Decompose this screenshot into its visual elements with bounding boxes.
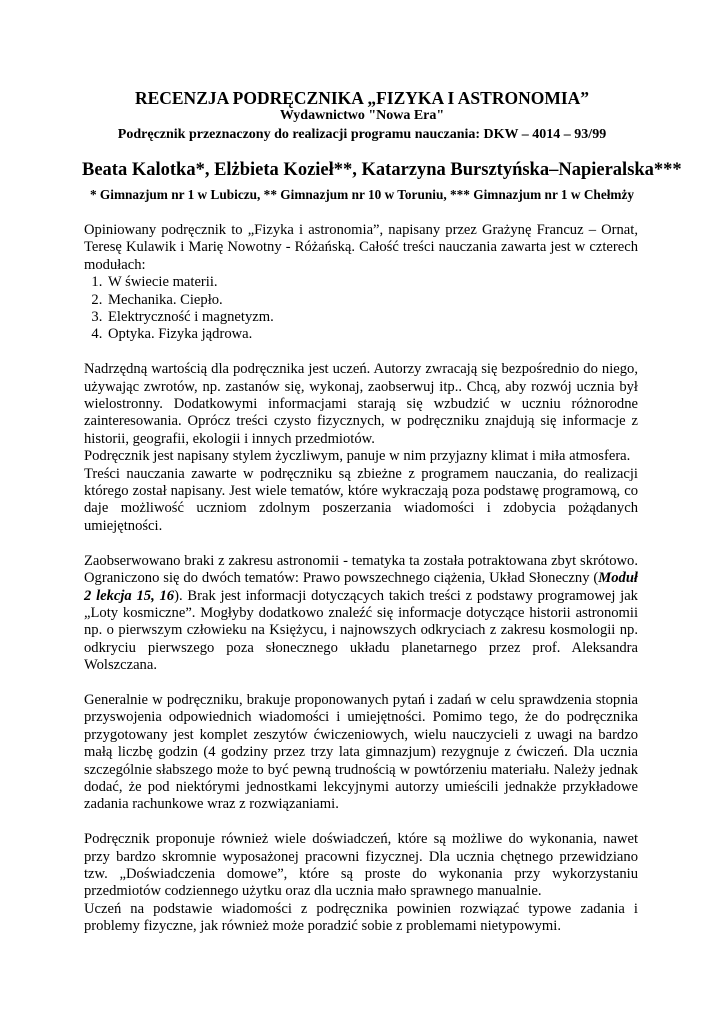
paragraph-style: Podręcznik jest napisany stylem życzliwym, panuje w nim przyjazny klimat i miła atmosfera. [84,448,631,465]
program-line: Podręcznik przeznaczony do realizacji programu nauczania: DKW – 4014 – 93/99 [117,127,607,142]
module-list [84,274,638,344]
paragraph-exercises: Generalnie w podręczniku, brakuje proponowanych pytań i zadań w celu sprawdzenia stopnia przyswojenia odpowiednich wiadomości i umiejętności. Pomimo tego, że do podręcznika przygotowany jest komplet zeszytów ćwiczeniowych, wielu nauczycieli z uwagi na bardzo małą liczbę godzin (4 godziny przez trzy lata gimnazjum) rezygnuje z ćwiczeń. Dla ucznia szczególnie słabszego może to być pewną trudnością w powtórzeniu materiału. Należy jednak dodać, że pod niektórymi jednostkami lekcyjnymi autorzy umieścili jednakże przykładowe zadania rachunkowe wraz z rozwiązaniami. [84,691,638,813]
lesson-reference: Moduł 2 lekcja 15, 16 [84,570,638,604]
page-title: RECENZJA PODRĘCZNIKA „FIZYKA I ASTRONOMIA” [134,88,590,108]
affiliations-line: * Gimnazjum nr 1 w Lubiczu, ** Gimnazjum nr 10 w Toruniu, *** Gimnazjum nr 1 w Chełmży [89,187,635,202]
paragraph-student-value: Nadrzędną wartością dla podręcznika jest uczeń. Autorzy zwracają się bezpośrednio do niego, używając zwrotów, np. zastanów się, wykonaj, zaobserwuj itp.. Chcą, aby rozwój ucznia był wielostronny. Dodatkowymi informacjami starają się wzbudzić w uczniu różnorodne zainteresowania. Oprócz treści czysto fizycznych, w podręczniku znajdują się informacje z historii, geografii, ekologii i innych przedmiotów. [84,361,638,447]
module-item: 1. W świecie materii. [106,274,638,291]
module-item: 2. Mechanika. Ciepło. [106,292,638,309]
module-item: 4. Optyka. Fizyka jądrowa. [106,326,638,343]
module-item: 3. Elektryczność i magnetyzm. [106,309,638,326]
publisher-line: Wydawnictwo "Nowa Era" [279,108,445,123]
paragraph-astronomy: Zaobserwowano braki z zakresu astronomii - tematyka ta została potraktowana zbyt skrótowo. Ograniczono się do dwóch tematów: Prawo powszechnego ciążenia, Układ Słoneczny (Moduł 2 lekcja 15, 16). Brak jest informacji dotyczących takich treści z podstawy programowej jak „Loty kosmiczne”. Mogłyby dodatkowo znaleźć się informacje dotyczące historii astronomii np. o pierwszym człowieku na Księżycu, i najnowszych odkryciach z zakresu kosmologii np. odkryciu pierwszego poza słonecznego układu planetarnego przez prof. Aleksandra Wolszczana. [84,552,638,674]
review-body [84,222,638,936]
paragraph-conclusion: Uczeń na podstawie wiadomości z podręcznika powinien rozwiązać typowe zadania i problemy fizyczne, jak również może poradzić sobie z problemami nietypowymi. [84,900,638,935]
authors-line: Beata Kalotka*, Elżbieta Kozieł**, Katarzyna Bursztyńska–Napieralska*** [82,160,682,180]
paragraph-curriculum: Treści nauczania zawarte w podręczniku są zbieżne z programem nauczania, do realizacji którego został napisany. Jest wiele tematów, które wykraczają poza podstawę programową, co daje możliwość uczniom zdolnym poszerzania wiadomości i zdobycia pożądanych umiejętności. [84,465,638,534]
paragraph-experiments: Podręcznik proponuje również wiele doświadczeń, które są możliwe do wykonania, nawet przy bardzo skromnie wyposażonej pracowni fizycznej. Dla ucznia chętnego przewidziano tzw. „Doświadczenia domowe”, które są proste do wykonania przy wykorzystaniu przedmiotów codziennego użytku oraz dla ucznia mało sprawnego manualnie. [84,831,638,900]
intro-paragraph: Opiniowany podręcznik to „Fizyka i astronomia”, napisany przez Grażynę Francuz – Ornat, Teresę Kulawik i Marię Nowotny - Różańską. Całość treści nauczania zawarta jest w czterech modułach: [84,222,638,273]
